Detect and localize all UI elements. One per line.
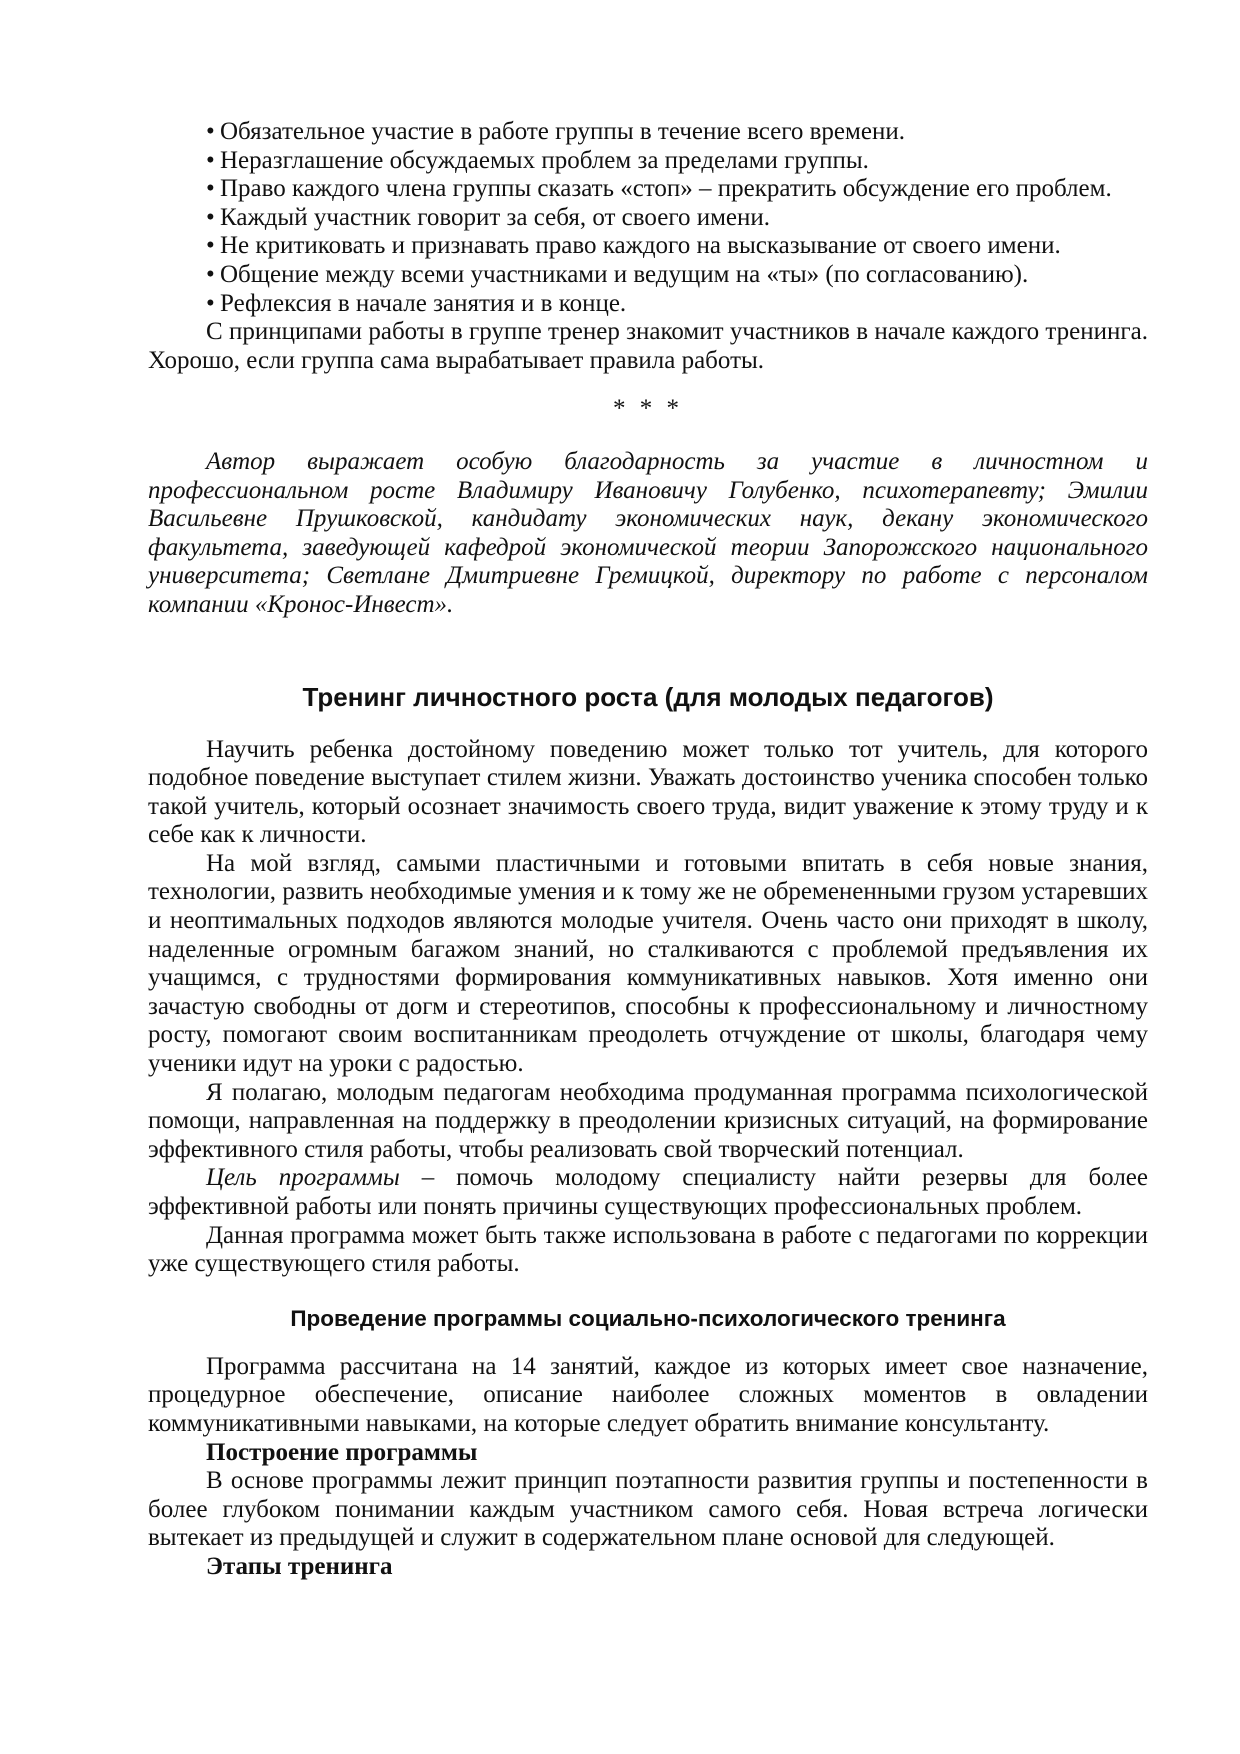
body-paragraph: Научить ребенка достойному поведению может только тот учитель, для которого подобное поведение выступает стилем жизни. Уважать достоинство ученика способен только такой учитель, который осознает значимость своего труда, видит уважение к этому труду и к себе как к личности.	[148, 735, 1148, 849]
acknowledgment-paragraph: Автор выражает особую благодарность за участие в личностном и профессиональном росте Владимиру Ивановичу Голубенко, психотерапевту; Эмилии Васильевне Прушковской, кандидату экономических наук, декану экономического факультета, заведующей кафедрой экономической теории Запорожского национального университета; Светлане Дмитриевне Гремицкой, директору по работе с персоналом компании «Кронос-Инвест».	[148, 447, 1148, 618]
list-item: • Право каждого члена группы сказать «стоп» – прекратить обсуждение его проблем.	[148, 175, 1148, 204]
list-item: • Каждый участник говорит за себя, от своего имени.	[148, 204, 1148, 233]
program-goal-label: Цель программы	[206, 1164, 400, 1192]
principles-paragraph: С принципами работы в группе тренер знакомит участников в начале каждого тренинга. Хорошо, если группа сама вырабатывает правила работы.	[148, 318, 1148, 374]
program-goal-text: – помочь молодому специалисту найти резервы для более эффективной работы или понять причины существующих профессиональных проблем.	[148, 1164, 1148, 1220]
section-title-personal-growth: Тренинг личностного роста (для молодых педагогов)	[302, 681, 994, 712]
list-item: • Общение между всеми участниками и ведущим на «ты» (по согласованию).	[148, 261, 1148, 290]
body-paragraph: Данная программа может быть также использована в работе с педагогами по коррекции уже существующего стиля работы.	[148, 1221, 1148, 1278]
list-item: • Рефлексия в начале занятия и в конце.	[148, 290, 1148, 319]
section-title-program-conduct: Проведение программы социально-психологического тренинга	[290, 1305, 1006, 1331]
subheading-training-stages: Этапы тренинга	[206, 1552, 393, 1580]
document-page	[148, 118, 1148, 1582]
body-paragraph: Я полагаю, молодым педагогам необходима продуманная программа психологической помощи, направленная на поддержку в преодолении кризисных ситуаций, на формирование эффективного стиля работы, чтобы реализовать свой творческий потенциал.	[148, 1078, 1148, 1163]
list-item: • Обязательное участие в работе группы в течение всего времени.	[148, 118, 1148, 147]
subheading-program-construction: Построение программы	[206, 1438, 478, 1466]
group-rules-list	[148, 118, 1148, 318]
list-item: • Не критиковать и признавать право каждого на высказывание от своего имени.	[148, 232, 1148, 261]
section-separator: * * *	[613, 395, 683, 423]
list-item: • Неразглашение обсуждаемых проблем за пределами группы.	[148, 147, 1148, 176]
body-paragraph: На мой взгляд, самыми пластичными и готовыми впитать в себя новые знания, технологии, развить необходимые умения и к тому же не обремененными грузом устаревших и неоптимальных подходов являются молодые учителя. Очень часто они приходят в школу, наделенные огромным багажом знаний, но сталкиваются с проблемой предъявления их учащимся, с трудностями формирования коммуникативных навыков. Хотя именно они зачастую свободны от догм и стереотипов, способны к профессиональному и личностному росту, помогают своим воспитанникам преодолеть отчуждение от школы, благодаря чему ученики идут на уроки с радостью.	[148, 849, 1148, 1078]
body-paragraph: В основе программы лежит принцип поэтапности развития группы и постепенности в более глубоком понимании каждым участником самого себя. Новая встреча логически вытекает из предыдущей и служит в содержательном плане основой для следующей.	[148, 1467, 1148, 1552]
program-goal-paragraph	[148, 1164, 1148, 1221]
body-paragraph: Программа рассчитана на 14 занятий, каждое из которых имеет свое назначение, процедурное обеспечение, описание наиболее сложных моментов в овладении коммуникативными навыками, на которые следует обратить внимание консультанту.	[148, 1352, 1148, 1437]
